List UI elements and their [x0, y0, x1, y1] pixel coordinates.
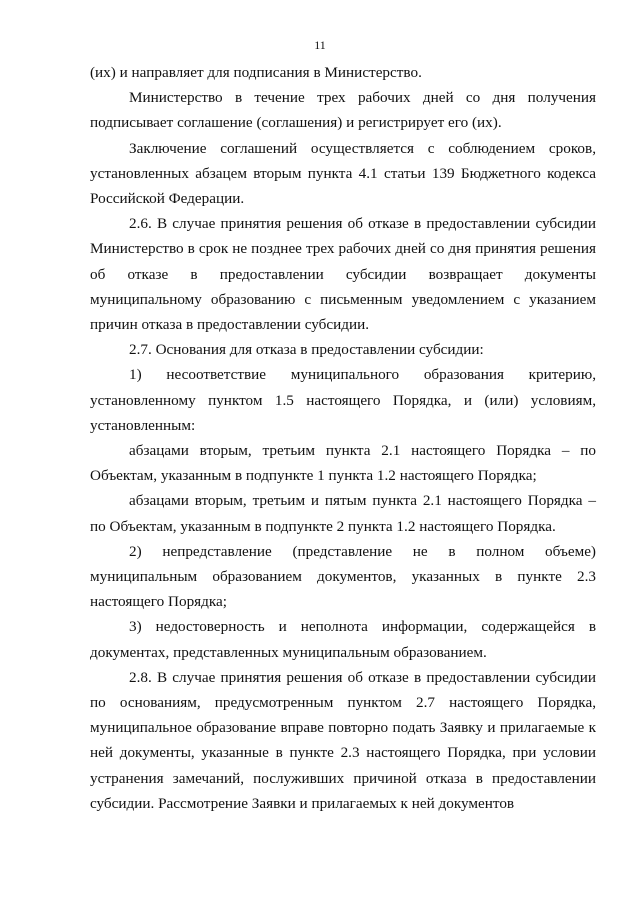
paragraph-agreement-terms: Заключение соглашений осуществляется с соблюдением сроков, установленных абзацем вторым пункта 4.1 статьи 139 Бюджетного кодекса Российской Федерации.: [90, 139, 596, 208]
paragraph-ministry-signing: Министерство в течение трех рабочих дней со дня получения подписывает соглашение (соглашения) и регистрирует его (их).: [90, 89, 596, 132]
paragraph-continuation: (их) и направляет для подписания в Министерство.: [90, 64, 422, 81]
document-body: [90, 60, 596, 816]
paragraph-2-8: 2.8. В случае принятия решения об отказе в предоставлении субсидии по основаниям, предусмотренным пунктом 2.7 настоящего Порядка, муниципальное образование вправе повторно подать Заявку и прилагаемые к ней документы, указанные в пункте 2.3 настоящего Порядка, при условии устранения замечаний, послуживших причиной отказа в предоставлении субсидии. Рассмотрение Заявки и прилагаемых к ней документов: [90, 668, 596, 812]
paragraph-2-7: 2.7. Основания для отказа в предоставлении субсидии:: [129, 341, 484, 359]
paragraph-2-6: 2.6. В случае принятия решения об отказе в предоставлении субсидии Министерство в срок не позднее трех рабочих дней со дня принятия решения об отказе в предоставлении субсидии возвращает документы муниципальному образованию с письменным уведомлением с указанием причин отказа в предоставлении субсидии.: [90, 215, 596, 334]
page-number: 11: [314, 38, 326, 52]
paragraph-2-7-item-1a: абзацами вторым, третьим пункта 2.1 настоящего Порядка – по Объектам, указанным в подпункте 1 пункта 1.2 настоящего Порядка;: [90, 442, 596, 485]
paragraph-2-7-item-1b: абзацами вторым, третьим и пятым пункта 2.1 настоящего Порядка – по Объектам, указанным в подпункте 2 пункта 1.2 настоящего Порядка.: [90, 492, 596, 535]
paragraph-2-7-item-1: 1) несоответствие муниципального образования критерию, установленному пунктом 1.5 настоящего Порядка, и (или) условиям, установленным:: [90, 366, 596, 434]
paragraph-2-7-item-3: 3) недостоверность и неполнота информации, содержащейся в документах, представленных муниципальным образованием.: [90, 618, 596, 661]
paragraph-2-7-item-2: 2) непредставление (представление не в полном объеме) муниципальным образованием документов, указанных в пункте 2.3 настоящего Порядка;: [90, 542, 596, 611]
